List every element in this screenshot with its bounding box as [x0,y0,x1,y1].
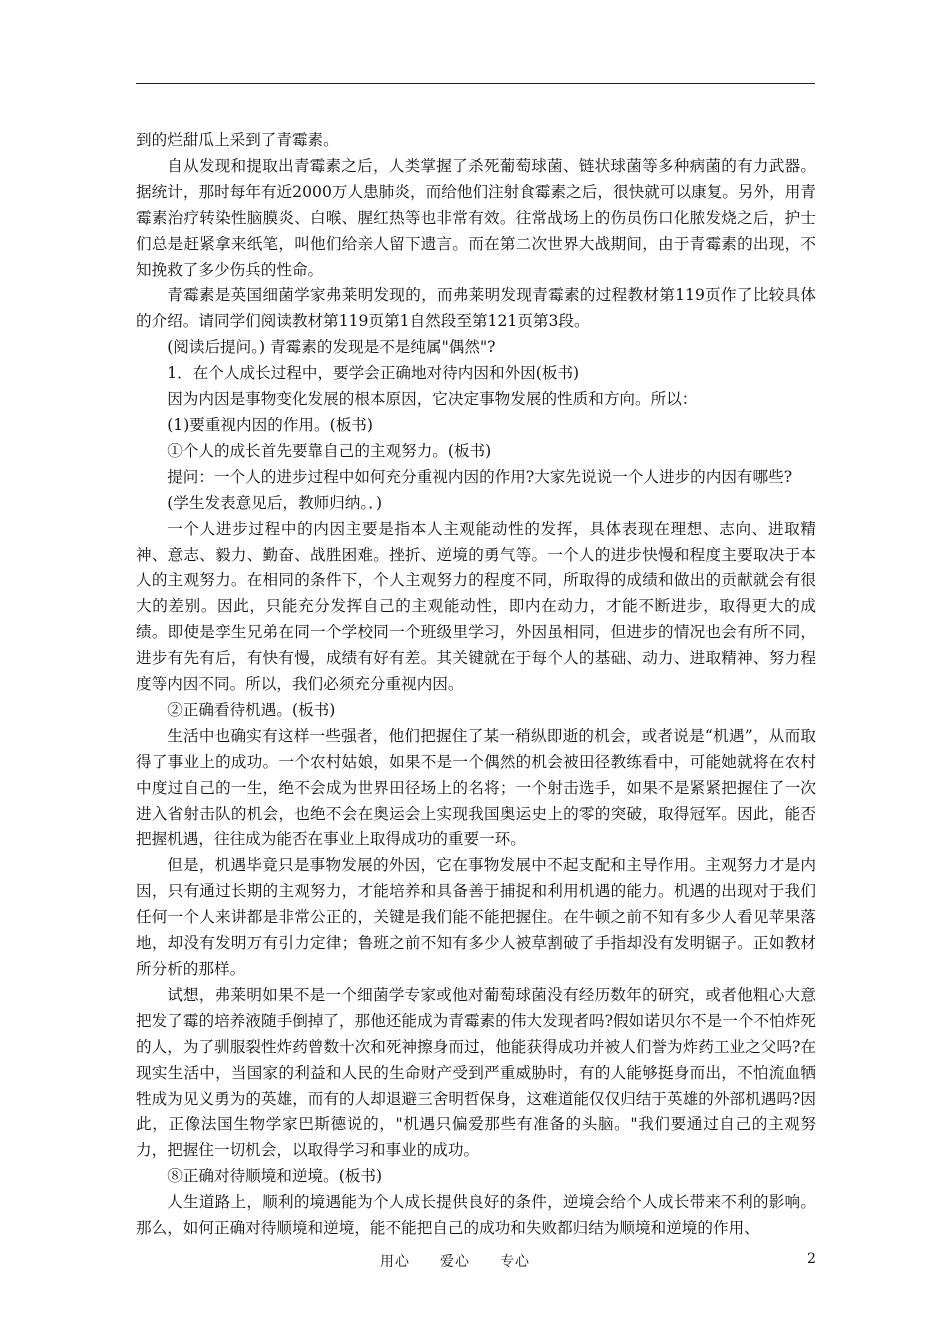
paragraph: 青霉素是英国细菌学家弗莱明发现的，而弗莱明发现青霉素的过程教材第119页作了比较具体的介绍。请同学们阅读教材第119页第1自然段至第121页第3段。 [136,286,816,331]
paragraph: 人生道路上，顺利的境遇能为个人成长提供良好的条件，逆境会给个人成长带来不利的影响。那么，如何正确对待顺境和逆境，能不能把自己的成功和失败都归结为顺境和逆境的作用、 [136,1193,816,1238]
paragraph: (阅读后提问。) 青霉素的发现是不是纯属"偶然"? [167,338,496,357]
section-heading: (1)要重视内因的作用。(板书) [167,415,373,434]
paragraph: 试想，弗莱明如果不是一个细菌学专家或他对葡萄球菌没有经历数年的研究，或者他粗心大意把发了霉的培养液随手倒掉了，那他还能成为青霉素的伟大发现者吗?假如诺贝尔不是一个不怕炸死的人，为了驯服裂性炸药曾数十次和死神擦身而过，他能获得成功并被人们誉为炸药工业之父吗?在现实生活中，当国家的利益和人民的生命财产受到严重威胁时，有的人能够挺身而出，不怕流血牺牲成为见义勇为的英雄，而有的人却退避三舍明哲保身，这难道能仅仅归结于英雄的外部机遇吗?因此，正像法国生物学家巴斯德说的，"机遇只偏爱那些有准备的头脑。"我们要通过自己的主观努力，把握住一切机会，以取得学习和事业的成功。 [136,985,816,1160]
document-body [136,128,816,1242]
paragraph: 但是，机遇毕竟只是事物发展的外因，它在事物发展中不起支配和主导作用。主观努力才是内因，只有通过长期的主观努力，才能培养和具备善于捕捉和利用机遇的能力。机遇的出现对于我们任何一个人来讲都是非常公正的，关键是我们能不能把握住。在牛顿之前不知有多少人看见苹果落地，却没有发明万有引力定律；鲁班之前不知有多少人被草割破了手指却没有发明锯子。正如教材所分析的那样。 [136,856,816,978]
footer-motto: 用心 爱心 专心 [380,1254,530,1270]
paragraph: 生活中也确实有这样一些强者，他们把握住了某一稍纵即逝的机会，或者说是“机遇”，从而取得了事业上的成功。一个农村姑娘，如果不是一个偶然的机会被田径教练看中，可能她就将在农村中度过自己的一生，绝不会成为世界田径场上的名将；一个射击选手，如果不是紧紧把握住了一次进入省射击队的机会，也绝不会在奥运会上实现我国奥运史上的零的突破，取得冠军。因此，能否把握机遇，往往成为能否在事业上取得成功的重要一环。 [136,726,816,849]
paragraph: 提问：一个人的进步过程中如何充分重视内因的作用?大家先说说一个人进步的内因有哪些? [167,467,793,486]
section-heading: 1．在个人成长过程中，要学会正确地对待内因和外因(板书) [167,364,580,383]
page-number: 2 [807,1251,816,1267]
section-heading: ②正确看待机遇。(板书) [167,700,336,719]
paragraph: 到的烂甜瓜上采到了青霉素。 [136,131,339,149]
paragraph: 自从发现和提取出青霉素之后，人类掌握了杀死葡萄球菌、链状球菌等多种病菌的有力武器。据统计，那时每年有近2000万人患肺炎，而给他们注射食霉素之后，很快就可以康复。另外，用青霉素治疗转染性脑膜炎、白喉、腥红热等也非常有效。往常战场上的伤员伤口化脓发烧之后，护士们总是赶紧拿来纸笔，叫他们给亲人留下遗言。而在第二次世界大战期间，由于青霉素的出现，不知挽救了多少伤兵的性命。 [136,156,816,279]
header-rule [136,83,815,84]
paragraph: 因为内因是事物变化发展的根本原因，它决定事物发展的性质和方向。所以： [167,390,698,409]
paragraph: 一个人进步过程中的内因主要是指本人主观能动性的发挥，具体表现在理想、志向、进取精神、意志、毅力、勤奋、战胜困难。挫折、逆境的勇气等。一个人的进步快慢和程度主要取决于本人的主观努力。在相同的条件下，个人主观努力的程度不同，所取得的成绩和做出的贡献就会有很大的差别。因此，只能充分发挥自己的主观能动性，即内在动力，才能不断进步，取得更大的成绩。即使是孪生兄弟在同一个学校同一个班级里学习，外因虽相同，但进步的情况也会有所不同，进步有先有后，有快有慢，成绩有好有差。其关键就在于每个人的基础、动力、进取精神、努力程度等内因不同。所以，我们必须充分重视内因。 [136,519,816,694]
paragraph: (学生发表意见后，教师归纳。．) [167,493,383,512]
section-heading: ⑧正确对待顺境和逆境。(板书) [167,1167,383,1186]
section-heading: ①个人的成长首先要靠自己的主观努力。(板书) [167,441,492,460]
